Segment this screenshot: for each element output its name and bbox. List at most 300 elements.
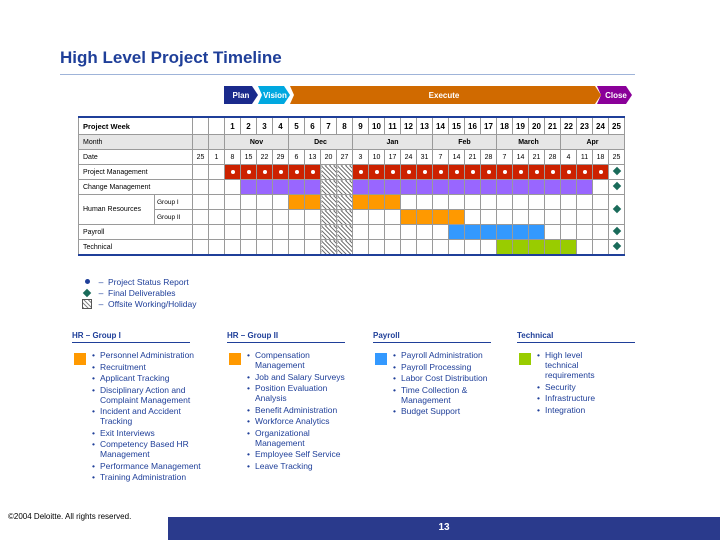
phase-vision: Vision — [263, 90, 287, 100]
grid-cell — [545, 195, 561, 210]
grid-cell: 25 — [609, 117, 625, 135]
grid-cell — [369, 195, 385, 210]
grid-cell — [513, 180, 529, 195]
grid-cell: 19 — [513, 117, 529, 135]
grid-cell — [417, 165, 433, 180]
status-dot — [599, 170, 603, 174]
grid-cell: 13 — [417, 117, 433, 135]
grid-cell: 6 — [305, 117, 321, 135]
grid-cell — [241, 165, 257, 180]
grid-cell — [577, 165, 593, 180]
row-payroll — [79, 225, 625, 240]
page-number: 13 — [438, 522, 450, 533]
status-dot — [503, 170, 507, 174]
status-dot — [551, 170, 555, 174]
grid-cell — [353, 210, 369, 225]
grid-cell: 22 — [561, 117, 577, 135]
grid-cell — [609, 240, 625, 256]
grid-cell — [401, 180, 417, 195]
grid-cell — [481, 225, 497, 240]
hatched-square-icon — [82, 299, 92, 309]
grid-cell — [593, 210, 609, 225]
grid-cell: 8 — [337, 117, 353, 135]
diamond-icon — [83, 288, 91, 296]
section-item: • Disciplinary Action and Complaint Management — [90, 385, 202, 405]
grid-cell: 2 — [241, 117, 257, 135]
grid-cell — [369, 165, 385, 180]
section-list — [391, 350, 503, 418]
row-sublabel: Group II — [155, 210, 193, 225]
status-dot — [311, 170, 315, 174]
grid-cell — [241, 195, 257, 210]
grid-cell — [385, 210, 401, 225]
grid-cell — [385, 240, 401, 256]
week-row — [79, 117, 625, 135]
row-hr-group1 — [79, 195, 625, 210]
grid-cell: 20 — [529, 117, 545, 135]
grid-cell — [593, 180, 609, 195]
grid-cell — [449, 210, 465, 225]
row-label: Payroll — [79, 225, 193, 240]
grid-cell — [353, 195, 369, 210]
grid-cell: 7 — [433, 150, 449, 165]
grid-cell — [417, 180, 433, 195]
legend — [80, 276, 197, 309]
section-title: Payroll — [373, 331, 491, 343]
grid-cell: 6 — [289, 150, 305, 165]
grid-cell — [385, 165, 401, 180]
grid-cell — [193, 240, 209, 256]
section-item: • Security — [535, 382, 617, 392]
grid-cell — [577, 195, 593, 210]
grid-cell: 24 — [593, 117, 609, 135]
grid-cell — [369, 225, 385, 240]
date-header: Date — [79, 150, 193, 165]
grid-cell: 14 — [449, 150, 465, 165]
grid-cell — [529, 225, 545, 240]
grid-cell — [193, 210, 209, 225]
grid-cell — [609, 180, 625, 195]
grid-cell — [241, 225, 257, 240]
status-dot — [423, 170, 427, 174]
grid-cell — [561, 210, 577, 225]
grid-cell — [497, 180, 513, 195]
grid-cell — [209, 135, 225, 150]
grid-cell: 11 — [385, 117, 401, 135]
status-dot — [471, 170, 475, 174]
grid-cell — [209, 195, 225, 210]
grid-cell — [433, 210, 449, 225]
grid-cell — [449, 180, 465, 195]
section-item: • Labor Cost Distribution — [391, 373, 503, 383]
grid-cell — [561, 240, 577, 256]
offsite-cell — [321, 180, 337, 195]
legend-dash: – — [98, 298, 104, 309]
grid-cell: 15 — [449, 117, 465, 135]
grid-cell: 18 — [497, 117, 513, 135]
grid-cell: 31 — [417, 150, 433, 165]
grid-cell — [257, 240, 273, 256]
grid-cell: 4 — [561, 150, 577, 165]
grid-cell — [513, 195, 529, 210]
diamond-icon — [612, 227, 620, 235]
month-cell: Feb — [433, 135, 497, 150]
grid-cell: 20 — [321, 150, 337, 165]
section-item: • Job and Salary Surveys — [245, 372, 357, 382]
status-dot — [455, 170, 459, 174]
grid-cell — [545, 225, 561, 240]
grid-cell — [497, 225, 513, 240]
grid-cell — [417, 195, 433, 210]
color-swatch — [229, 353, 241, 365]
legend-dash: – — [98, 287, 104, 298]
grid-cell: 10 — [369, 117, 385, 135]
offsite-cell — [321, 225, 337, 240]
grid-cell — [193, 195, 209, 210]
section-title: Technical — [517, 331, 635, 343]
grid-cell — [289, 180, 305, 195]
date-row — [79, 150, 625, 165]
grid-cell — [273, 165, 289, 180]
grid-cell — [225, 225, 241, 240]
row-label: Project Management — [79, 165, 193, 180]
color-swatch — [375, 353, 387, 365]
grid-cell — [513, 240, 529, 256]
legend-dash: – — [98, 276, 104, 287]
legend-offsite — [80, 298, 197, 309]
grid-cell — [401, 165, 417, 180]
section-payroll — [373, 331, 491, 416]
grid-cell: 22 — [257, 150, 273, 165]
status-dot — [295, 170, 299, 174]
grid-cell — [417, 240, 433, 256]
grid-cell — [561, 225, 577, 240]
grid-cell — [193, 117, 209, 135]
grid-cell — [193, 225, 209, 240]
grid-cell — [433, 165, 449, 180]
section-item: • Applicant Tracking — [90, 373, 202, 383]
offsite-cell — [337, 165, 353, 180]
grid-cell — [193, 165, 209, 180]
status-dot — [439, 170, 443, 174]
grid-cell: 21 — [529, 150, 545, 165]
month-header: Month — [79, 135, 193, 150]
grid-cell — [353, 240, 369, 256]
grid-cell — [257, 165, 273, 180]
section-item: • Integration — [535, 405, 617, 415]
row-sublabel: Group I — [155, 195, 193, 210]
grid-cell — [209, 180, 225, 195]
grid-cell — [305, 225, 321, 240]
grid-cell — [369, 180, 385, 195]
phase-close: Close — [605, 90, 627, 100]
grid-cell: 15 — [241, 150, 257, 165]
offsite-cell — [337, 225, 353, 240]
grid-cell: 4 — [273, 117, 289, 135]
grid-cell — [225, 195, 241, 210]
month-row — [79, 135, 625, 150]
grid-cell — [401, 225, 417, 240]
grid-cell — [305, 240, 321, 256]
grid-cell — [273, 210, 289, 225]
diamond-icon — [612, 242, 620, 250]
grid-cell — [305, 210, 321, 225]
row-label: Change Management — [79, 180, 193, 195]
phase-execute: Execute — [428, 90, 460, 100]
grid-cell — [497, 165, 513, 180]
grid-cell — [305, 180, 321, 195]
grid-cell — [497, 195, 513, 210]
grid-cell: 18 — [593, 150, 609, 165]
grid-cell — [577, 210, 593, 225]
section-hr-group1 — [72, 331, 201, 482]
section-item: • Payroll Processing — [391, 362, 503, 372]
section-item: • Compensation Management — [245, 350, 357, 370]
row-label: Technical — [79, 240, 193, 256]
grid-cell — [305, 165, 321, 180]
grid-cell — [529, 195, 545, 210]
grid-cell — [529, 180, 545, 195]
grid-cell — [561, 180, 577, 195]
status-dot — [391, 170, 395, 174]
grid-cell — [449, 165, 465, 180]
grid-cell — [577, 240, 593, 256]
grid-cell — [497, 240, 513, 256]
grid-cell: 3 — [257, 117, 273, 135]
section-item: • Leave Tracking — [245, 461, 357, 471]
legend-status — [80, 276, 197, 287]
grid-cell — [529, 210, 545, 225]
grid-cell — [385, 195, 401, 210]
grid-cell — [369, 240, 385, 256]
section-list — [90, 350, 202, 484]
grid-cell: 5 — [289, 117, 305, 135]
grid-cell — [449, 225, 465, 240]
color-swatch — [74, 353, 86, 365]
grid-cell — [193, 135, 209, 150]
row-project-management — [79, 165, 625, 180]
grid-cell: 10 — [369, 150, 385, 165]
dot-icon — [85, 279, 90, 284]
grid-cell — [449, 195, 465, 210]
section-list — [535, 350, 617, 416]
grid-cell: 28 — [481, 150, 497, 165]
grid-cell — [289, 210, 305, 225]
grid-cell — [417, 210, 433, 225]
grid-cell — [241, 180, 257, 195]
grid-cell — [353, 165, 369, 180]
timeline-grid — [78, 116, 625, 256]
status-dot — [231, 170, 235, 174]
grid-cell — [433, 240, 449, 256]
grid-cell — [241, 240, 257, 256]
status-dot — [247, 170, 251, 174]
grid-cell — [593, 195, 609, 210]
grid-cell — [545, 210, 561, 225]
grid-cell: 23 — [577, 117, 593, 135]
grid-cell: 7 — [497, 150, 513, 165]
status-dot — [519, 170, 523, 174]
month-cell: Nov — [225, 135, 289, 150]
grid-cell — [305, 195, 321, 210]
section-item: • Personnel Administration — [90, 350, 202, 360]
grid-cell — [193, 180, 209, 195]
section-item: • Benefit Administration — [245, 405, 357, 415]
grid-cell — [465, 240, 481, 256]
offsite-cell — [337, 240, 353, 256]
grid-cell — [609, 195, 625, 225]
grid-cell: 24 — [401, 150, 417, 165]
grid-cell — [577, 225, 593, 240]
grid-cell — [593, 225, 609, 240]
grid-cell — [481, 240, 497, 256]
grid-cell: 28 — [545, 150, 561, 165]
grid-cell — [225, 210, 241, 225]
section-list — [245, 350, 357, 472]
section-item: • Training Administration — [90, 472, 202, 482]
row-hr-group2 — [79, 210, 625, 225]
grid-cell: 1 — [209, 150, 225, 165]
grid-cell — [385, 225, 401, 240]
section-item: • Organizational Management — [245, 428, 357, 448]
grid-cell — [593, 240, 609, 256]
grid-cell — [401, 210, 417, 225]
grid-cell: 29 — [273, 150, 289, 165]
grid-cell — [529, 240, 545, 256]
grid-cell — [257, 225, 273, 240]
grid-cell: 14 — [513, 150, 529, 165]
grid-cell — [577, 180, 593, 195]
grid-cell — [289, 165, 305, 180]
grid-cell: 16 — [465, 117, 481, 135]
grid-cell: 11 — [577, 150, 593, 165]
grid-cell: 25 — [609, 150, 625, 165]
section-item: • Incident and Accident Tracking — [90, 406, 202, 426]
grid-cell — [273, 180, 289, 195]
grid-cell — [481, 195, 497, 210]
grid-cell: 7 — [321, 117, 337, 135]
status-dot — [279, 170, 283, 174]
grid-cell — [513, 210, 529, 225]
month-cell: Jan — [353, 135, 433, 150]
status-dot — [263, 170, 267, 174]
grid-cell: 25 — [193, 150, 209, 165]
diamond-icon — [612, 204, 620, 212]
grid-cell — [385, 180, 401, 195]
section-title: HR – Group II — [227, 331, 345, 343]
grid-cell — [353, 180, 369, 195]
legend-label: Offsite Working/Holiday — [108, 298, 197, 309]
grid-cell — [401, 195, 417, 210]
grid-cell: 3 — [353, 150, 369, 165]
status-dot — [583, 170, 587, 174]
grid-cell — [465, 210, 481, 225]
grid-cell — [225, 240, 241, 256]
grid-cell — [257, 195, 273, 210]
grid-cell: 27 — [337, 150, 353, 165]
grid-cell — [465, 225, 481, 240]
grid-cell — [449, 240, 465, 256]
grid-cell — [225, 165, 241, 180]
grid-cell — [369, 210, 385, 225]
offsite-cell — [321, 165, 337, 180]
row-technical — [79, 240, 625, 256]
grid-cell — [513, 165, 529, 180]
grid-cell: 13 — [305, 150, 321, 165]
section-item: • Budget Support — [391, 406, 503, 416]
grid-cell: 21 — [545, 117, 561, 135]
grid-cell — [465, 165, 481, 180]
grid-cell: 12 — [401, 117, 417, 135]
offsite-cell — [321, 195, 337, 210]
grid-cell — [401, 240, 417, 256]
grid-cell — [433, 180, 449, 195]
grid-cell — [481, 210, 497, 225]
grid-cell — [465, 195, 481, 210]
grid-cell — [241, 210, 257, 225]
grid-cell — [433, 225, 449, 240]
section-item: • Workforce Analytics — [245, 416, 357, 426]
section-hr-group2 — [227, 331, 345, 471]
grid-cell — [289, 195, 305, 210]
grid-cell — [561, 165, 577, 180]
grid-cell — [209, 165, 225, 180]
grid-cell — [561, 195, 577, 210]
grid-cell — [273, 225, 289, 240]
legend-label: Project Status Report — [108, 276, 189, 287]
status-dot — [359, 170, 363, 174]
grid-cell — [273, 195, 289, 210]
month-cell: March — [497, 135, 561, 150]
grid-cell — [609, 165, 625, 180]
section-item: • Competency Based HR Management — [90, 439, 202, 459]
status-dot — [407, 170, 411, 174]
grid-cell: 17 — [481, 117, 497, 135]
offsite-cell — [321, 210, 337, 225]
row-label: Human Resources — [79, 195, 155, 225]
grid-cell — [353, 225, 369, 240]
grid-cell — [209, 225, 225, 240]
grid-cell: 8 — [225, 150, 241, 165]
grid-cell: 9 — [353, 117, 369, 135]
footer-bar — [168, 517, 720, 540]
grid-cell — [257, 180, 273, 195]
section-item: • Employee Self Service — [245, 449, 357, 459]
section-item: • Exit Interviews — [90, 428, 202, 438]
section-item: • Infrastructure — [535, 393, 617, 403]
grid-cell — [545, 165, 561, 180]
status-dot — [375, 170, 379, 174]
diamond-icon — [612, 182, 620, 190]
offsite-cell — [337, 195, 353, 210]
diamond-icon — [612, 167, 620, 175]
grid-cell — [289, 240, 305, 256]
legend-label: Final Deliverables — [108, 287, 176, 298]
grid-cell — [433, 195, 449, 210]
section-technical — [517, 331, 635, 415]
grid-cell — [593, 165, 609, 180]
color-swatch — [519, 353, 531, 365]
grid-cell — [545, 240, 561, 256]
grid-cell — [209, 210, 225, 225]
grid-cell — [417, 225, 433, 240]
offsite-cell — [321, 240, 337, 256]
grid-cell: 17 — [385, 150, 401, 165]
status-dot — [535, 170, 539, 174]
phase-plan: Plan — [232, 90, 250, 100]
section-item: • Payroll Administration — [391, 350, 503, 360]
grid-cell — [529, 165, 545, 180]
